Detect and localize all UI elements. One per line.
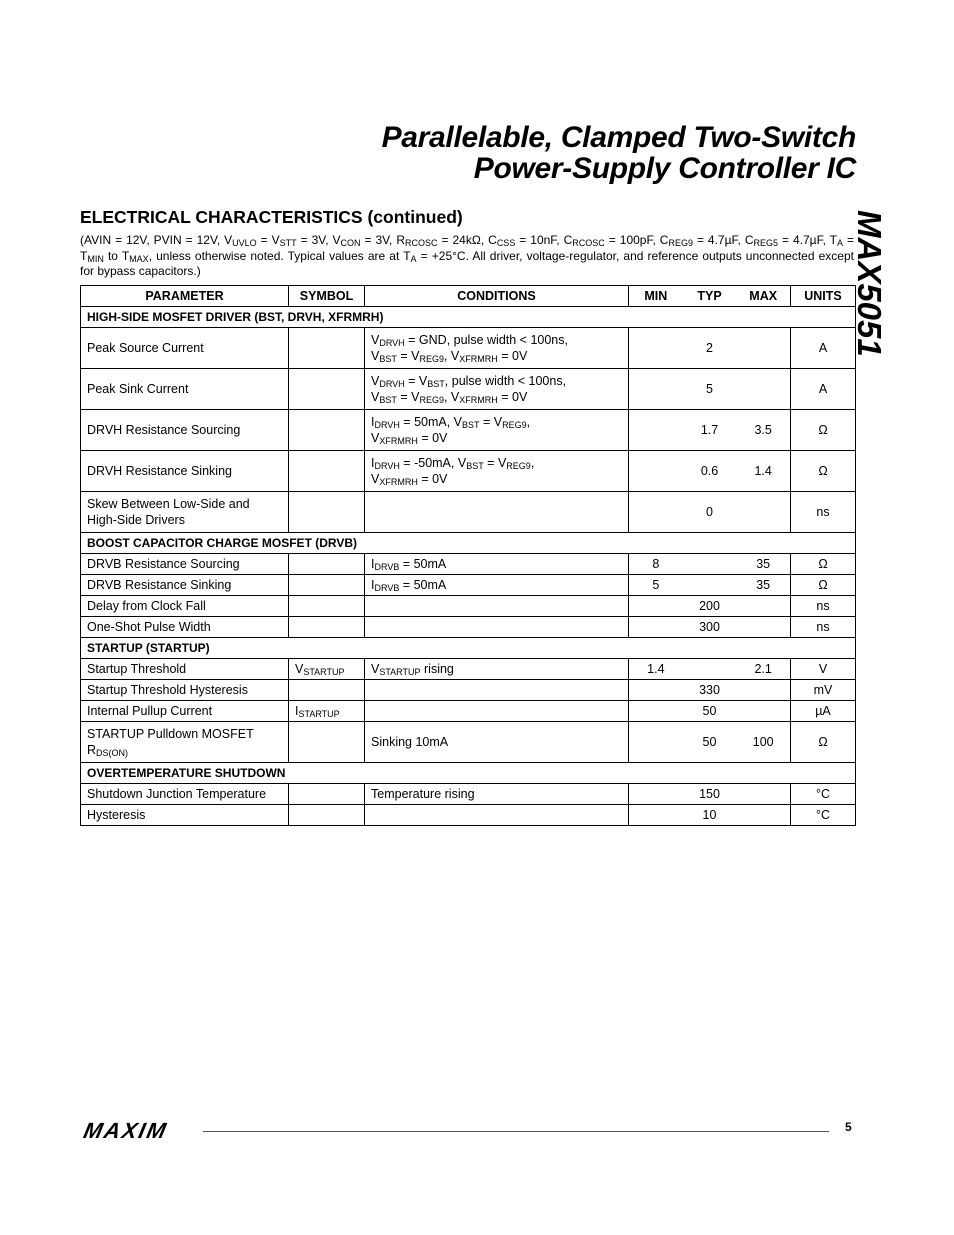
cond-cell <box>365 596 629 617</box>
header-conditions: CONDITIONS <box>365 286 629 307</box>
table-row <box>81 805 856 826</box>
param-startup-hyst: Startup Threshold Hysteresis <box>81 680 289 701</box>
param-peak-sink: Peak Sink Current <box>81 369 289 410</box>
typ-delay-clock: 200 <box>699 599 720 613</box>
table-header-row <box>81 286 856 307</box>
table-row <box>81 575 856 596</box>
header-min-typ-max <box>629 286 791 307</box>
cond-drvb-sinking: $I_{DRVB} = 50mA$ <box>365 575 629 596</box>
symbol-cell <box>289 554 365 575</box>
units-startup-hyst: mV <box>791 680 856 701</box>
param-skew-l2: High-Side Drivers <box>87 513 185 527</box>
symbol-cell <box>289 369 365 410</box>
units-delay-clock: ns <box>791 596 856 617</box>
symbol-cell <box>289 328 365 369</box>
symbol-pullup: $I_{STARTUP}$ <box>289 701 365 722</box>
symbol-cell <box>289 492 365 533</box>
typ-pullup: 50 <box>702 704 717 718</box>
table-row <box>81 554 856 575</box>
title-line-2: Power-Supply Controller IC <box>473 152 856 185</box>
section-boost-cap: BOOST CAPACITOR CHARGE MOSFET (DRVB) <box>81 533 856 554</box>
page-title <box>382 122 856 184</box>
units-peak-source: A <box>791 328 856 369</box>
typ-peak-sink: 5 <box>706 382 713 396</box>
param-pullup: Internal Pullup Current <box>81 701 289 722</box>
max-pulldown: 100 <box>752 735 774 749</box>
header-parameter: PARAMETER <box>81 286 289 307</box>
symbol-cell <box>289 575 365 596</box>
cond-cell <box>365 680 629 701</box>
symbol-cell <box>289 617 365 638</box>
cond-cell <box>365 492 629 533</box>
min-drvb-sinking: 5 <box>652 578 660 592</box>
param-hysteresis: Hysteresis <box>81 805 289 826</box>
param-pulldown: STARTUP Pulldown MOSFET $R_{DS(ON)}$ <box>81 722 289 763</box>
symbol-cell <box>289 596 365 617</box>
typ-startup-hyst: 330 <box>699 683 720 697</box>
typ-hysteresis: 10 <box>702 808 717 822</box>
table-row <box>81 492 856 533</box>
cond-drvh-sinking: $I_{DRVH} = -50mA$, $V_{BST} = V_{REG9}$, $V_{XFRMRH} = 0V$ <box>365 451 629 492</box>
header-typ: TYP <box>697 289 722 303</box>
symbol-startup-threshold: $V_{STARTUP}$ <box>289 659 365 680</box>
units-skew: ns <box>791 492 856 533</box>
max-startup-threshold: 2.1 <box>754 662 772 676</box>
symbol-cell <box>289 805 365 826</box>
typ-skew: 0 <box>706 505 713 519</box>
table-row <box>81 722 856 763</box>
param-skew <box>81 492 289 533</box>
units-pulldown: Ω <box>791 722 856 763</box>
cond-cell <box>365 701 629 722</box>
min-drvb-sourcing: 8 <box>652 557 660 571</box>
max-drvb-sinking: 35 <box>756 578 771 592</box>
table-row <box>81 451 856 492</box>
section-overtemp: OVERTEMPERATURE SHUTDOWN <box>81 763 856 784</box>
cond-cell <box>365 617 629 638</box>
units-drvh-sourcing: Ω <box>791 410 856 451</box>
param-skew-l1: Skew Between Low-Side and <box>87 497 250 511</box>
units-pullup: µA <box>791 701 856 722</box>
cond-startup-threshold: $V_{STARTUP}$ rising <box>365 659 629 680</box>
section-heading: ELECTRICAL CHARACTERISTICS (continued) <box>80 207 463 227</box>
param-drvb-sourcing: DRVB Resistance Sourcing <box>81 554 289 575</box>
typ-pulldown: 50 <box>702 735 717 749</box>
header-max: MAX <box>749 289 778 303</box>
param-drvh-sinking: DRVH Resistance Sinking <box>81 451 289 492</box>
units-one-shot: ns <box>791 617 856 638</box>
header-min: MIN <box>644 289 668 303</box>
max-drvh-sourcing: 3.5 <box>754 423 772 437</box>
typ-peak-source: 2 <box>706 341 713 355</box>
typ-drvh-sinking: 0.6 <box>700 464 719 478</box>
min-startup-threshold: 1.4 <box>647 662 665 676</box>
maxim-logo: MAXIM <box>81 1118 171 1143</box>
max-drvh-sinking: 1.4 <box>754 464 772 478</box>
table-row <box>81 410 856 451</box>
test-conditions: (AVIN = 12V, PVIN = 12V, $V_{UVLO} = V_{STT} = 3V$, $V_{CON} = 3V$, $R_{RCOSC} = 24k\Omega$, $C_{CSS} = 10nF$, $C_{RCOSC} = 100pF$, $C_{REG9} = 4.7\mu F$, $C_{REG5} = 4.7\mu F$, $T_A = T_{MIN}$ to $T_{MAX}$, unless otherwise noted. Typical values are at $T_A = +25^\circ C$. All driver, voltage-regulator, and reference outputs unconnected except for bypass capacitors.) <box>80 233 855 278</box>
cond-pulldown: Sinking 10mA <box>365 722 629 763</box>
units-drvb-sourcing: Ω <box>791 554 856 575</box>
typ-shutdown-temp: 150 <box>699 787 720 801</box>
table-row <box>81 784 856 805</box>
cond-peak-source: $V_{DRVH}$ = GND, pulse width < 100ns, $V_{BST} = V_{REG9}$, $V_{XFRMRH} = 0V$ <box>365 328 629 369</box>
param-drvb-sinking: DRVB Resistance Sinking <box>81 575 289 596</box>
typ-drvh-sourcing: 1.7 <box>700 423 719 437</box>
units-drvb-sinking: Ω <box>791 575 856 596</box>
param-drvh-sourcing: DRVH Resistance Sourcing <box>81 410 289 451</box>
table-row <box>81 596 856 617</box>
title-line-1: Parallelable, Clamped Two-Switch <box>381 121 856 154</box>
param-pulldown-l1: STARTUP Pulldown MOSFET <box>87 727 254 741</box>
symbol-cell <box>289 451 365 492</box>
units-drvh-sinking: Ω <box>791 451 856 492</box>
section-high-side-driver: HIGH-SIDE MOSFET DRIVER (BST, DRVH, XFRMRH) <box>81 307 856 328</box>
param-startup-threshold: Startup Threshold <box>81 659 289 680</box>
symbol-cell <box>289 722 365 763</box>
symbol-cell <box>289 410 365 451</box>
table-row <box>81 369 856 410</box>
side-part-number: MAX5051 <box>851 210 888 357</box>
units-shutdown-temp: °C <box>791 784 856 805</box>
page-number: 5 <box>845 1120 852 1134</box>
typ-one-shot: 300 <box>699 620 720 634</box>
table-row <box>81 680 856 701</box>
cond-drvb-sourcing: $I_{DRVB} = 50mA$ <box>365 554 629 575</box>
units-peak-sink: A <box>791 369 856 410</box>
param-delay-clock: Delay from Clock Fall <box>81 596 289 617</box>
cond-drvh-sourcing: $I_{DRVH} = 50mA$, $V_{BST} = V_{REG9}$, $V_{XFRMRH} = 0V$ <box>365 410 629 451</box>
param-one-shot: One-Shot Pulse Width <box>81 617 289 638</box>
header-symbol: SYMBOL <box>289 286 365 307</box>
units-hysteresis: °C <box>791 805 856 826</box>
cond-peak-sink: $V_{DRVH} = V_{BST}$, pulse width < 100ns, $V_{BST} = V_{REG9}$, $V_{XFRMRH} = 0V$ <box>365 369 629 410</box>
symbol-cell <box>289 784 365 805</box>
table-row <box>81 617 856 638</box>
table-row <box>81 659 856 680</box>
table-row <box>81 701 856 722</box>
param-peak-source: Peak Source Current <box>81 328 289 369</box>
symbol-cell <box>289 680 365 701</box>
section-startup: STARTUP (STARTUP) <box>81 638 856 659</box>
max-drvb-sourcing: 35 <box>756 557 771 571</box>
cond-cell <box>365 805 629 826</box>
param-shutdown-temp: Shutdown Junction Temperature <box>81 784 289 805</box>
electrical-characteristics-table <box>80 285 856 826</box>
table-row <box>81 328 856 369</box>
units-startup-threshold: V <box>791 659 856 680</box>
header-units: UNITS <box>791 286 856 307</box>
footer-divider <box>203 1131 829 1132</box>
cond-shutdown-temp: Temperature rising <box>365 784 629 805</box>
